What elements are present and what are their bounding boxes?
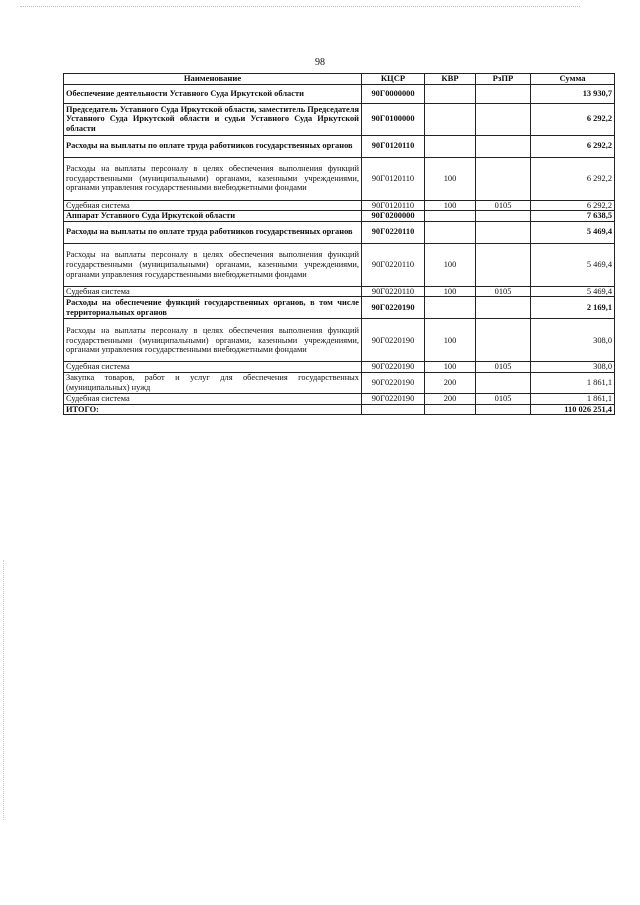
header-kvr: КВР [425, 74, 476, 85]
table-row [64, 286, 615, 297]
scan-edge-marks [3, 560, 8, 820]
header-code: КЦСР [362, 74, 425, 85]
cell-code: 90Г0220190 [362, 362, 425, 373]
scan-artifact-line [20, 6, 580, 7]
cell-name: Закупка товаров, работ и услуг для обеспечения государственных (муниципальных) нужд [64, 372, 362, 393]
cell-kvr: 100 [425, 286, 476, 297]
cell-kvr [425, 404, 476, 415]
table-row [64, 404, 615, 415]
cell-name: Аппарат Уставного Суда Иркутской области [64, 211, 362, 222]
cell-rzpr [476, 84, 531, 103]
cell-name: ИТОГО: [64, 404, 362, 415]
cell-sum: 6 292,2 [531, 135, 615, 157]
cell-name: Расходы на выплаты по оплате труда работников государственных органов [64, 135, 362, 157]
cell-code: 90Г0220190 [362, 393, 425, 404]
table-row [64, 103, 615, 135]
cell-name: Расходы на выплаты персоналу в целях обеспечения выполнения функций государственными (муниципальными) органами, казенными учреждениями, органами управления государственными внебюджетными фондами [64, 319, 362, 362]
cell-kvr: 200 [425, 372, 476, 393]
cell-rzpr: 0105 [476, 362, 531, 373]
table-row [64, 200, 615, 211]
cell-kvr: 200 [425, 393, 476, 404]
cell-code: 90Г0000000 [362, 84, 425, 103]
cell-code: 90Г0100000 [362, 103, 425, 135]
cell-rzpr [476, 372, 531, 393]
cell-sum: 308,0 [531, 319, 615, 362]
cell-kvr [425, 135, 476, 157]
cell-name: Расходы на выплаты по оплате труда работников государственных органов [64, 221, 362, 243]
cell-rzpr: 0105 [476, 393, 531, 404]
cell-kvr [425, 84, 476, 103]
table-row [64, 84, 615, 103]
table-row [64, 319, 615, 362]
cell-code: 90Г0220110 [362, 243, 425, 286]
cell-sum: 1 861,1 [531, 372, 615, 393]
table-row [64, 362, 615, 373]
cell-sum: 6 292,2 [531, 200, 615, 211]
cell-sum: 6 292,2 [531, 103, 615, 135]
header-sum: Сумма [531, 74, 615, 85]
cell-code: 90Г0120110 [362, 135, 425, 157]
cell-name: Судебная система [64, 393, 362, 404]
cell-name: Председатель Уставного Суда Иркутской области, заместитель Председателя Уставного Суда Иркутской области и судьи Уставного Суда Иркутской области [64, 103, 362, 135]
cell-code: 90Г0220110 [362, 286, 425, 297]
table-row [64, 372, 615, 393]
cell-sum: 110 026 251,4 [531, 404, 615, 415]
cell-code: 90Г0120110 [362, 157, 425, 200]
cell-sum: 1 861,1 [531, 393, 615, 404]
cell-kvr [425, 221, 476, 243]
table-header-row [64, 74, 615, 85]
cell-rzpr [476, 103, 531, 135]
cell-sum: 308,0 [531, 362, 615, 373]
cell-kvr [425, 297, 476, 319]
cell-name: Расходы на обеспечение функций государственных органов, в том числе территориальных органов [64, 297, 362, 319]
table-row [64, 157, 615, 200]
table-row [64, 297, 615, 319]
cell-sum: 2 169,1 [531, 297, 615, 319]
cell-code: 90Г0220110 [362, 221, 425, 243]
cell-kvr [425, 211, 476, 222]
table-body [64, 84, 615, 415]
cell-kvr: 100 [425, 200, 476, 211]
cell-sum: 7 638,5 [531, 211, 615, 222]
cell-code: 90Г0220190 [362, 319, 425, 362]
cell-name: Судебная система [64, 362, 362, 373]
cell-name: Расходы на выплаты персоналу в целях обеспечения выполнения функций государственными (муниципальными) органами, казенными учреждениями, органами управления государственными внебюджетными фондами [64, 243, 362, 286]
table-row [64, 135, 615, 157]
cell-code: 90Г0200000 [362, 211, 425, 222]
table-row [64, 221, 615, 243]
cell-kvr: 100 [425, 157, 476, 200]
cell-rzpr: 0105 [476, 200, 531, 211]
cell-rzpr [476, 319, 531, 362]
cell-kvr: 100 [425, 319, 476, 362]
cell-name: Расходы на выплаты персоналу в целях обеспечения выполнения функций государственными (муниципальными) органами, казенными учреждениями, органами управления государственными внебюджетными фондами [64, 157, 362, 200]
cell-code: 90Г0220190 [362, 297, 425, 319]
cell-kvr [425, 103, 476, 135]
table-row [64, 211, 615, 222]
cell-rzpr [476, 221, 531, 243]
budget-table [63, 73, 615, 415]
cell-code: 90Г0120110 [362, 200, 425, 211]
table-row [64, 393, 615, 404]
cell-kvr: 100 [425, 362, 476, 373]
cell-name: Обеспечение деятельности Уставного Суда Иркутской области [64, 84, 362, 103]
cell-rzpr: 0105 [476, 286, 531, 297]
cell-sum: 5 469,4 [531, 243, 615, 286]
cell-rzpr [476, 404, 531, 415]
cell-rzpr [476, 243, 531, 286]
header-name: Наименование [64, 74, 362, 85]
header-rzpr: РзПР [476, 74, 531, 85]
cell-code [362, 404, 425, 415]
cell-rzpr [476, 157, 531, 200]
cell-name: Судебная система [64, 286, 362, 297]
cell-rzpr [476, 297, 531, 319]
table-row [64, 243, 615, 286]
cell-rzpr [476, 135, 531, 157]
cell-rzpr [476, 211, 531, 222]
cell-sum: 13 930,7 [531, 84, 615, 103]
cell-code: 90Г0220190 [362, 372, 425, 393]
cell-sum: 5 469,4 [531, 221, 615, 243]
cell-sum: 6 292,2 [531, 157, 615, 200]
cell-sum: 5 469,4 [531, 286, 615, 297]
cell-name: Судебная система [64, 200, 362, 211]
cell-kvr: 100 [425, 243, 476, 286]
page-number: 98 [315, 57, 325, 68]
